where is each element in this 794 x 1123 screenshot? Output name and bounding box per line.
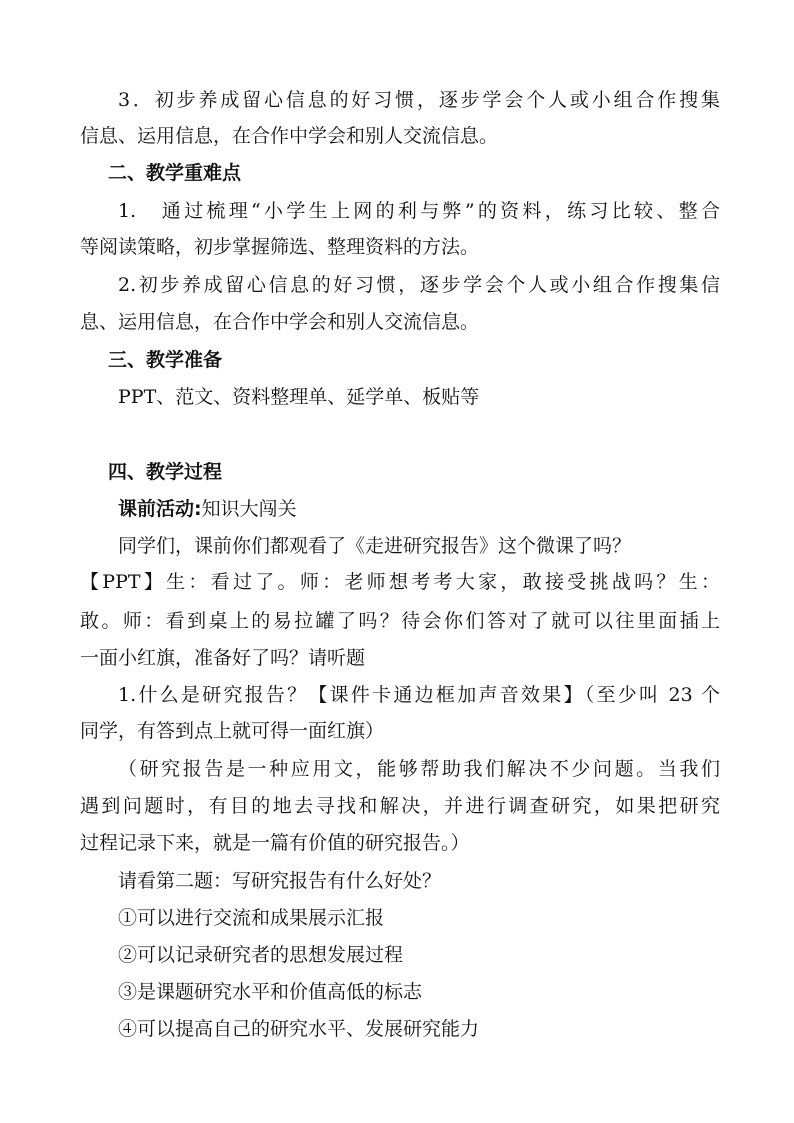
question-1-line-2: 同学，有答到点上就可得一面红旗）	[80, 720, 385, 742]
pre-class-activity	[118, 496, 720, 522]
preparation-materials: PPT、范文、资料整理单、延学单、板贴等	[118, 386, 480, 408]
question-2: 请看第二题：写研究报告有什么好处？	[118, 870, 442, 892]
benefit-3: ③是课题研究水平和价值高低的标志	[118, 981, 423, 1003]
dialogue-line-1: 同学们，课前你们都观看了《走进研究报告》这个微课了吗？	[118, 535, 632, 557]
dialogue-line-2: 【PPT】生：看过了。师：老师想考考大家，敢接受挑战吗？生：	[80, 571, 720, 593]
objective-3-line-2: 信息、运用信息，在合作中学会和别人交流信息。	[80, 125, 499, 147]
pre-class-text: 知识大闯关	[201, 498, 297, 520]
objective-3-line-1: 3．初步养成留心信息的好习惯，逐步学会个人或小组合作搜集	[118, 89, 720, 111]
answer-1-line-3: 过程记录下来，就是一篇有价值的研究报告。）	[80, 832, 470, 854]
key-point-1-line-2: 等阅读策略，初步掌握筛选、整理资料的方法。	[80, 236, 480, 258]
section-heading-process: 四、教学过程	[108, 461, 223, 483]
pre-class-label: 课前活动:	[118, 498, 202, 520]
benefit-4: ④可以提高自己的研究水平、发展研究能力	[118, 1018, 480, 1040]
dialogue-line-4: 一面小红旗，准备好了吗？请听题	[80, 647, 366, 669]
answer-1-line-2: 遇到问题时，有目的地去寻找和解决，并进行调查研究，如果把研究	[80, 795, 720, 817]
dialogue-line-3: 敢。师：看到桌上的易拉罐了吗？待会你们答对了就可以往里面插上	[80, 610, 720, 632]
benefit-1: ①可以进行交流和成果展示汇报	[118, 907, 385, 929]
answer-1-line-1: （研究报告是一种应用文，能够帮助我们解决不少问题。当我们	[118, 758, 720, 780]
section-heading-preparation: 三、教学准备	[108, 349, 223, 371]
section-heading-key-points: 二、教学重难点	[108, 162, 242, 184]
key-point-1-line-1: 1. 通过梳理“小学生上网的利与弊”的资料，练习比较、整合	[118, 200, 720, 222]
key-point-2-line-1: 2.初步养成留心信息的好习惯，逐步学会个人或小组合作搜集信	[118, 274, 720, 296]
key-point-2-line-2: 息、运用信息，在合作中学会和别人交流信息。	[80, 311, 480, 333]
question-1-line-1: 1.什么是研究报告？【课件卡通边框加声音效果】（至少叫 23 个	[118, 684, 720, 706]
benefit-2: ②可以记录研究者的思想发展过程	[118, 944, 404, 966]
